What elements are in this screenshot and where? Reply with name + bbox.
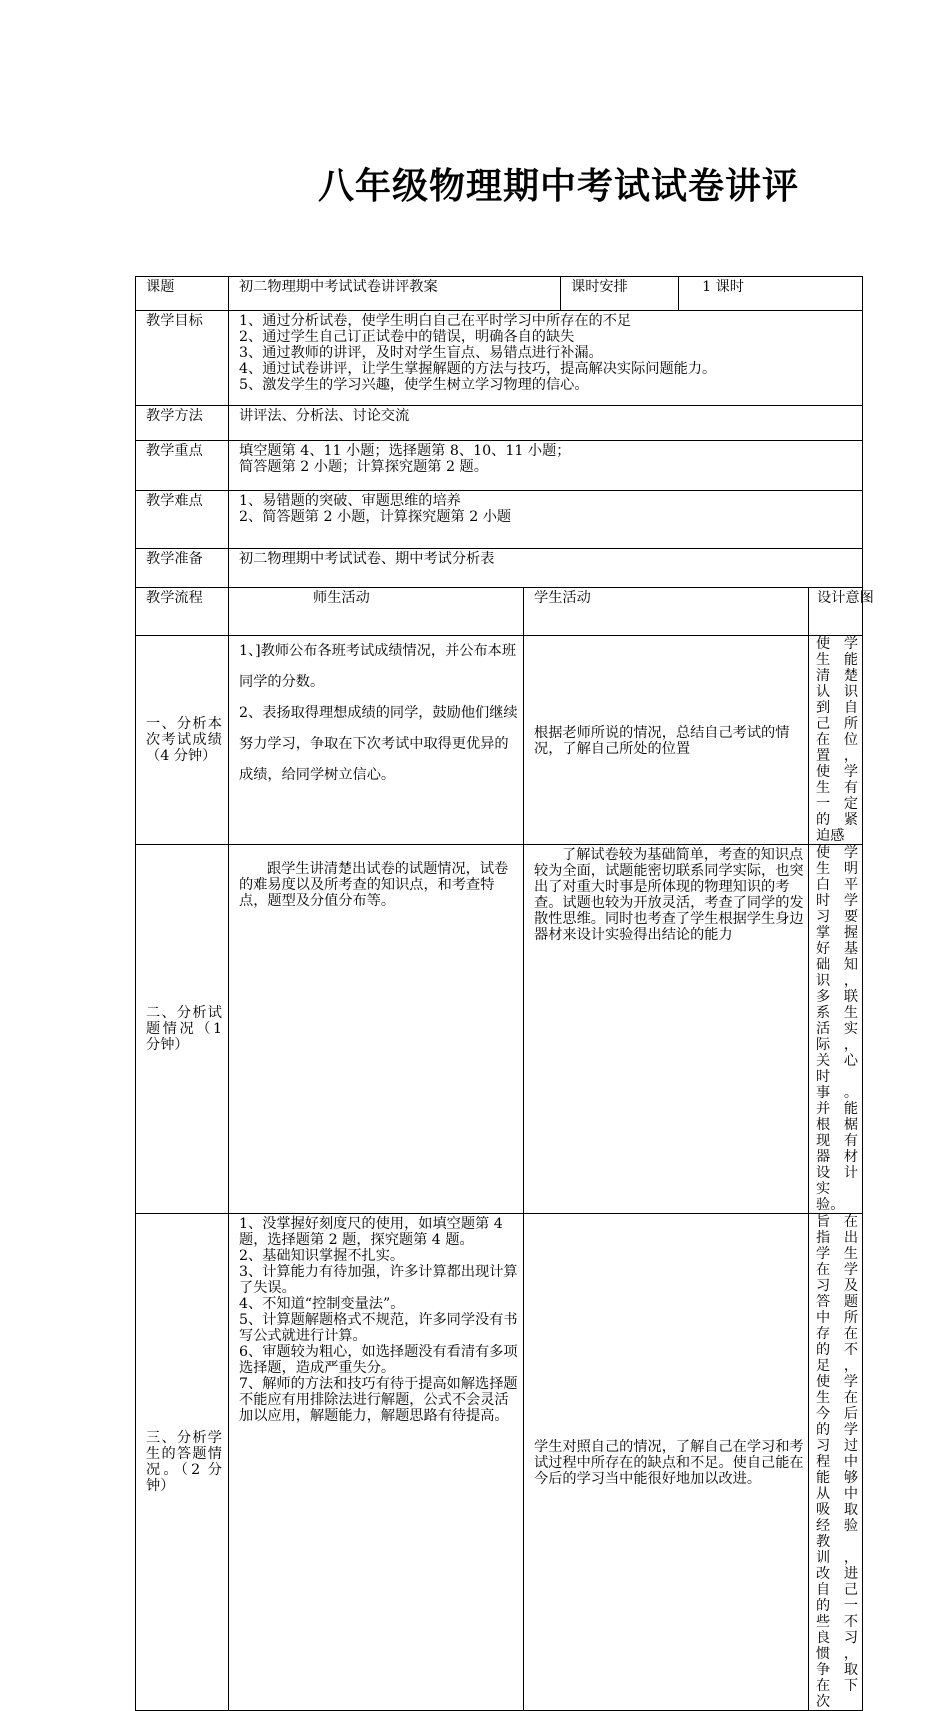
flow-step-row <box>136 845 863 1214</box>
flow-step-row <box>136 1214 863 1711</box>
goals-list <box>229 311 863 406</box>
teacher-item: 7、解师的方法和技巧有待于提高如解选择题不能应有用排除法进行解题，公式不会灵活加以应用，解题能力，解题思路有待提高。 <box>239 1376 518 1424</box>
row-flow-header <box>136 588 863 636</box>
goals-label: 教学目标 <box>136 311 229 406</box>
difficulties-label: 教学难点 <box>136 491 229 549</box>
topic-value: 初二物理期中考试试卷讲评教案 <box>229 277 561 311</box>
flow-label: 教学流程 <box>136 588 229 636</box>
row-topic <box>136 277 863 311</box>
preparation-label: 教学准备 <box>136 549 229 588</box>
step-intent: 使学生明白平时学习要掌握好基础知识，多联系生活实际，关心时事。并能根椐现有器材设计实验。 <box>809 845 863 1214</box>
difficulties-list <box>229 491 863 549</box>
preparation-value: 初二物理期中考试试卷、期中考试分析表 <box>229 549 863 588</box>
teacher-item: 跟学生讲清楚出试卷的试题情况，试卷的难易度以及所考查的知识点，和考查特点，题型及分值分布等。 <box>239 861 509 909</box>
student-header: 学生活动 <box>524 588 809 636</box>
key-point-item: 简答题第 2 小题；计算探究题第 2 题。 <box>239 459 488 475</box>
goal-item: 3、通过教师的讲评，及时对学生盲点、易错点进行补漏。 <box>239 345 603 361</box>
step-intent: 使学生能清楚认识到自己所在位置，使学生有一定的紧迫感 <box>809 636 863 845</box>
methods-label: 教学方法 <box>136 406 229 441</box>
step-intent: 旨在指出学生在学习及答题中所存在的不足，使学生在今后的学习过程中能够从中吸取经验教训，改进自己的一些不良习惯，争取在下次 <box>809 1214 863 1711</box>
step-label-text: 一、分析本次考试成绩（4 分钟） <box>146 716 222 764</box>
lesson-plan-table <box>135 276 874 1711</box>
step-label-text: 二、分析试题情况（1 分钟） <box>146 1005 222 1053</box>
goal-item: 1、通过分析试卷，使学生明白自己在平时学习中所存在的不足 <box>239 313 632 329</box>
schedule-label: 课时安排 <box>561 277 679 311</box>
teacher-item: 6、审题较为粗心，如选择题没有看清有多项选择题，造成严重失分。 <box>239 1344 518 1376</box>
schedule-value: 1 课时 <box>679 277 863 311</box>
step-label-text: 三、分析学生的答题情况。（2 分钟） <box>146 1430 222 1494</box>
goal-item: 2、通过学生自己订正试卷中的错误，明确各自的缺失 <box>239 329 575 345</box>
step-teacher <box>229 845 524 1214</box>
difficulty-item: 2、简答题第 2 小题，计算探究题第 2 小题 <box>239 509 512 525</box>
teacher-item: 4、不知道“控制变量法”。 <box>239 1296 405 1312</box>
teacher-header <box>229 588 524 636</box>
step-student: 学生对照自己的情况，了解自己在学习和考试过程中所存在的缺点和不足。使自己能在今后的学习当中能很好地加以改进。 <box>524 1214 809 1711</box>
teacher-header-text: 师生活动 <box>313 590 370 606</box>
teacher-item: 5、计算题解题格式不规范，许多同学没有书写公式就进行计算。 <box>239 1312 518 1344</box>
teacher-item: 2、基础知识掌握不扎实。 <box>239 1248 405 1264</box>
step-student: 根据老师所说的情况，总结自己考试的情况，了解自己所处的位置 <box>524 636 809 845</box>
goal-item: 4、通过试卷讲评，让学生掌握解题的方法与技巧，提高解决实际问题能力。 <box>239 361 717 377</box>
step-teacher <box>229 1214 524 1711</box>
row-key-points <box>136 441 863 491</box>
student-text: 了解试卷较为基础简单，考查的知识点较为全面，试题能密切联系同学实际，也突出了对重大时事是所体现的物理知识的考查。试题也较为开放灵活，考查了同学的发散性思维。同时也考查了学生根据学生身边器材来设计实验得出结论的能力 <box>534 847 804 943</box>
key-points-label: 教学重点 <box>136 441 229 491</box>
intent-header: 设计意图 <box>809 588 863 636</box>
key-point-item: 填空题第 4、11 小题；选择题第 8、10、11 小题； <box>239 443 571 459</box>
step-student <box>524 845 809 1214</box>
teacher-item: 1、]教师公布各班考试成绩情况，并公布本班同学的分数。 <box>239 643 517 690</box>
row-goals <box>136 311 863 406</box>
goal-item: 5、激发学生的学习兴趣，使学生树立学习物理的信心。 <box>239 377 589 393</box>
row-preparation <box>136 549 863 588</box>
step-label <box>136 1214 229 1711</box>
teacher-item: 1、没掌握好刻度尺的使用，如填空题第 4 题，选择题第 2 题，探究题第 4 题。 <box>239 1216 503 1248</box>
teacher-item: 2、表扬取得理想成绩的同学，鼓励他们继续努力学习，争取在下次考试中取得更优异的成绩，给同学树立信心。 <box>239 705 518 783</box>
row-difficulties <box>136 491 863 549</box>
difficulty-item: 1、易错题的突破、审题思维的培养 <box>239 493 461 509</box>
step-teacher <box>229 636 524 845</box>
key-points-list <box>229 441 863 491</box>
step-label <box>136 845 229 1214</box>
methods-value: 讲评法、分析法、讨论交流 <box>229 406 863 441</box>
row-methods <box>136 406 863 441</box>
teacher-item: 3、计算能力有待加强，许多计算都出现计算了失误。 <box>239 1264 518 1296</box>
flow-step-row <box>136 636 863 845</box>
step-label <box>136 636 229 845</box>
topic-label: 课题 <box>136 277 229 311</box>
page-title: 八年级物理期中考试试卷讲评 <box>318 166 800 207</box>
